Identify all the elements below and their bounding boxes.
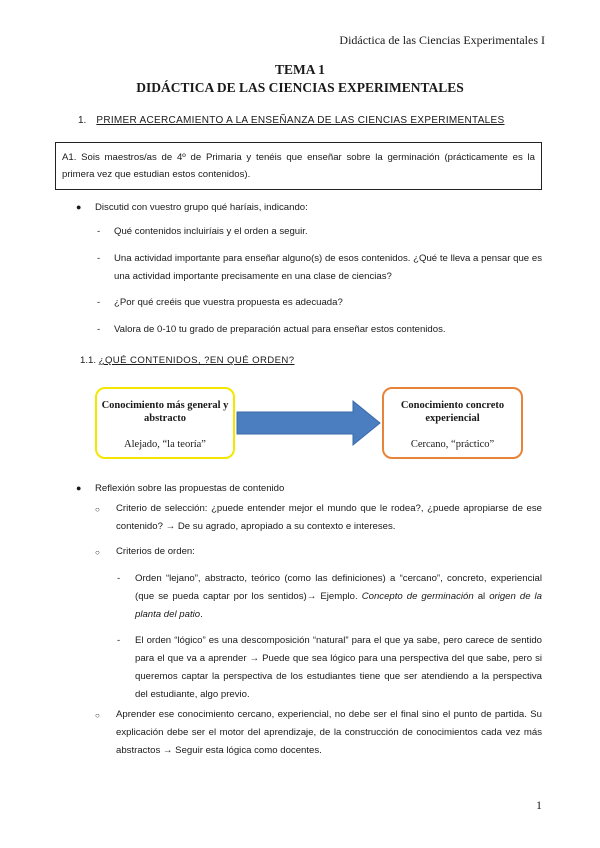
order-criterion-logical: El orden “lógico” es una descomposición “natural” para el que ya sabe, pero carece de sentido para el que va a aprender → Puede que sea lógico para una perspectiva del que sabe, pero si queremos captar la perspectiva de los estudiantes tiene que ser atendiendo a la perspectiva del estudiante, algo previo. bbox=[135, 635, 542, 700]
order-criterion-text: Orden “lejano”, abstracto, teórico (como las definiciones) a “cercano”, concreto, experiencial (que se pueda captar por los sentidos)→ Ejemplo. bbox=[135, 573, 542, 602]
learning-starting-point: Aprender ese conocimiento cercano, experiencial, no debe ser el final sino el punto de partida. Su explicación debe ser el motor del aprendizaje, de la construcción de conocimientos cada vez más abstractos → Seguir esta lógica como docentes. bbox=[116, 709, 542, 756]
discuss-item: Qué contenidos incluiríais y el orden a seguir. bbox=[114, 226, 308, 237]
period-text: . bbox=[200, 609, 203, 620]
subsection-number: 1.1. bbox=[80, 355, 97, 366]
concrete-box-subtitle: Cercano, “práctico” bbox=[410, 439, 495, 450]
circle-bullet-icon: ○ bbox=[95, 505, 100, 514]
selection-criterion: Criterio de selección: ¿puede entender mejor el mundo que le rodea?, ¿puede apropiarse de ese contenido? → De su agrado, apropiado a su contexto e intereses. bbox=[116, 503, 542, 532]
topic-subtitle: DIDÁCTICA DE LAS CIENCIAS EXPERIMENTALES bbox=[136, 80, 464, 95]
circle-bullet-icon: ○ bbox=[95, 548, 100, 557]
subsection-title: ¿QUÉ CONTENIDOS, ?EN QUÉ ORDEN? bbox=[98, 355, 295, 366]
abstract-knowledge-box bbox=[95, 387, 235, 459]
order-criterion-distant bbox=[135, 570, 542, 624]
running-header: Didáctica de las Ciencias Experimentales I bbox=[339, 33, 545, 47]
germination-concept-text: Concepto de germinación bbox=[361, 591, 474, 602]
knowledge-diagram bbox=[95, 387, 525, 462]
topic-title: TEMA 1 bbox=[275, 62, 325, 77]
connector-text: al bbox=[473, 591, 490, 602]
discuss-item: ¿Por qué creéis que vuestra propuesta es adecuada? bbox=[114, 297, 343, 308]
concrete-knowledge-box bbox=[382, 387, 523, 459]
section-number: 1. bbox=[78, 115, 87, 126]
bullet-icon: ● bbox=[76, 202, 82, 212]
page-number: 1 bbox=[536, 798, 542, 812]
discuss-item: Una actividad importante para enseñar alguno(s) de esos contenidos. ¿Qué te lleva a pensar que es una actividad importante precisamente en una clase de ciencias? bbox=[114, 253, 542, 282]
concrete-box-title: Conocimiento concreto experiencial bbox=[400, 400, 505, 424]
section-1-heading bbox=[78, 115, 504, 126]
bullet-icon: ● bbox=[76, 483, 82, 493]
reflection-intro: Reflexión sobre las propuestas de contenido bbox=[95, 483, 285, 494]
abstract-box-subtitle: Alejado, “la teoría” bbox=[124, 439, 206, 450]
dash-icon: - bbox=[97, 297, 101, 308]
circle-bullet-icon: ○ bbox=[95, 711, 100, 720]
dash-icon: - bbox=[117, 635, 121, 646]
abstract-box-title: Conocimiento más general y abstracto bbox=[101, 400, 229, 424]
activity-box: A1. Sois maestros/as de 4º de Primaria y tenéis que enseñar sobre la germinación (prácticamente es la primera vez que estudian estos contenidos). bbox=[55, 142, 542, 190]
discuss-item: Valora de 0-10 tu grado de preparación actual para enseñar estos contenidos. bbox=[114, 324, 446, 335]
dash-icon: - bbox=[97, 226, 101, 237]
dash-icon: - bbox=[97, 253, 101, 264]
discuss-intro: Discutid con vuestro grupo qué haríais, indicando: bbox=[95, 202, 308, 213]
arrow-right-icon bbox=[235, 399, 382, 447]
plant-origin-text: origen de la planta del patio bbox=[135, 591, 542, 620]
dash-icon: - bbox=[117, 573, 121, 584]
order-criteria-heading: Criterios de orden: bbox=[116, 546, 195, 557]
section-title: PRIMER ACERCAMIENTO A LA ENSEÑANZA DE LAS CIENCIAS EXPERIMENTALES bbox=[96, 115, 505, 126]
dash-icon: - bbox=[97, 324, 101, 335]
subsection-heading bbox=[80, 355, 294, 366]
